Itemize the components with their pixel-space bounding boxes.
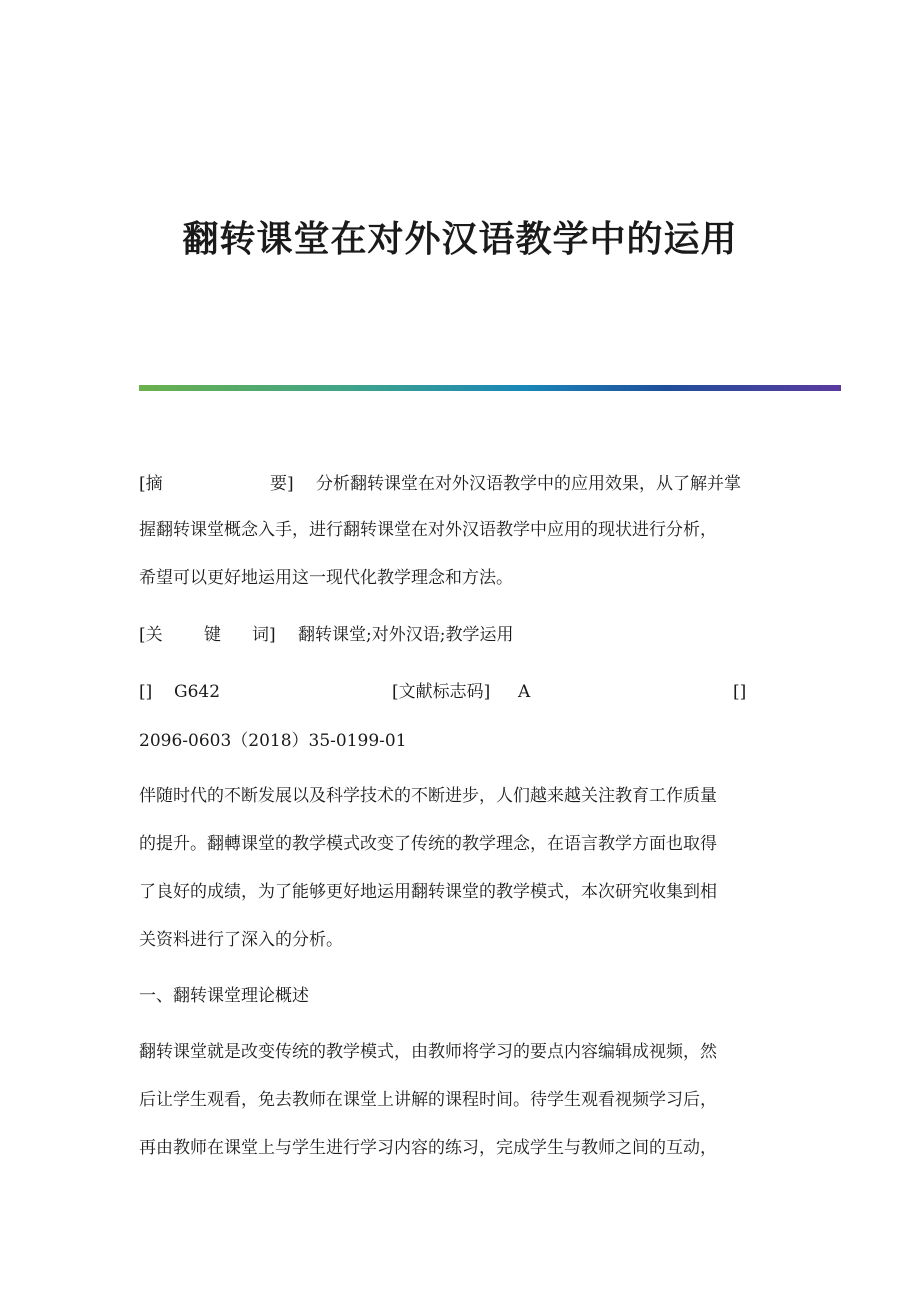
clc-bracket: []: [139, 682, 153, 702]
keywords-label-1: [关: [139, 625, 163, 645]
intro-line-1: 伴随时代的不断发展以及科学技术的不断进步，人们越来越关注教育工作质量: [139, 786, 717, 806]
title-divider: [139, 385, 841, 391]
paper-title: 翻转课堂在对外汉语教学中的运用: [182, 219, 738, 260]
intro-line-2: 的提升。翻轉课堂的教学模式改变了传统的教学理念，在语言教学方面也取得: [139, 834, 717, 854]
section-line-1: 翻转课堂就是改变传统的教学模式，由教师将学习的要点内容编辑成视频，然: [139, 1042, 717, 1062]
intro-line-4: 关资料进行了深入的分析。: [139, 930, 343, 950]
abstract-line-1: 分析翻转课堂在对外汉语教学中的应用效果，从了解并掌: [316, 474, 741, 494]
keywords-label-3: 词]: [252, 625, 276, 645]
article-id: 2096-0603（2018）35-0199-01: [139, 731, 407, 751]
section-line-3: 再由教师在课堂上与学生进行学习内容的练习，完成学生与教师之间的互动，: [139, 1138, 717, 1158]
article-id-bracket: []: [733, 682, 747, 702]
abstract-label-close: 要]: [270, 474, 294, 494]
section-heading: 一、翻转课堂理论概述: [139, 986, 309, 1006]
doc-code-label: [文献标志码]: [392, 682, 491, 702]
abstract-label-open: [摘: [139, 474, 163, 494]
section-line-2: 后让学生观看，免去教师在课堂上讲解的课程时间。待学生观看视频学习后，: [139, 1090, 717, 1110]
abstract-line-3: 希望可以更好地运用这一现代化教学理念和方法。: [139, 568, 513, 588]
clc-number: G642: [174, 682, 221, 702]
abstract-line-2: 握翻转课堂概念入手，进行翻转课堂在对外汉语教学中应用的现状进行分析，: [139, 520, 717, 540]
doc-code: A: [518, 682, 531, 702]
keywords-label-2: 键: [204, 625, 221, 645]
intro-line-3: 了良好的成绩，为了能够更好地运用翻转课堂的教学模式，本次研究收集到相: [139, 882, 717, 902]
keywords-value: 翻转课堂;对外汉语;教学运用: [298, 625, 514, 645]
